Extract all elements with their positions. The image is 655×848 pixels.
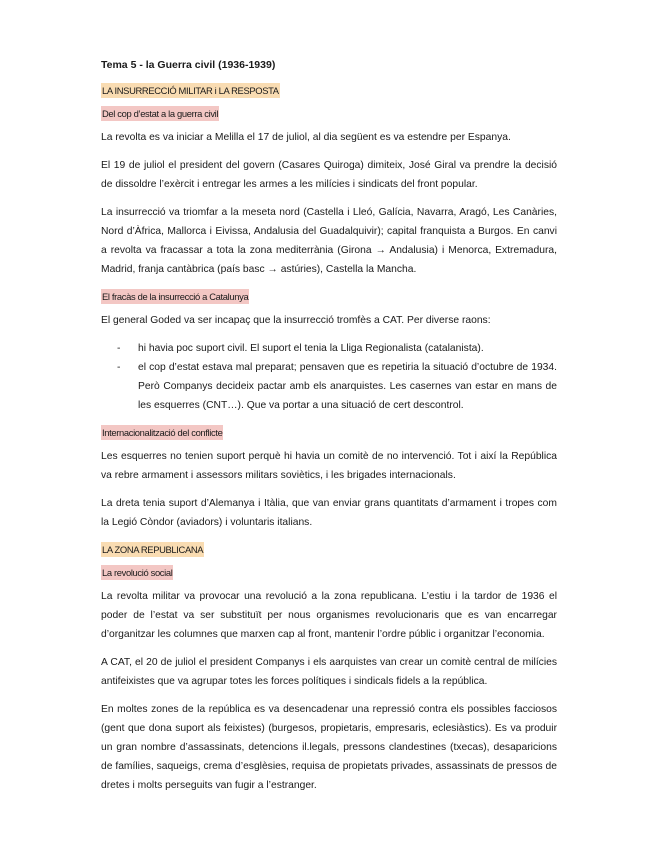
dash-bullet: - [117, 343, 121, 354]
subsection-heading-revolucio-social: La revolució social [102, 567, 173, 578]
dash-bullet: - [117, 362, 121, 373]
paragraph: A CAT, el 20 de juliol el president Companys i els aarquistes van crear un comitè central de milícies antifeixistes que va agrupar totes les forces polítiques i sindicals fidels a la república. [101, 657, 557, 687]
paragraph: La insurrecció va triomfar a la meseta nord (Castella i Lleó, Galícia, Navarra, Aragó, Les Canàries, Nord d’Àfrica, Mallorca i Eivissa, Andalusia del Guadalquivir); capital franquista a Burgos. En canvi a revolta va fracassar a tota la zona mediterrània (Girona → Andalusia) i Menorca, Extremadura, Madrid, franja cantàbrica (país basc → astúries), Castella la Mancha. [101, 207, 557, 275]
paragraph: En moltes zones de la república es va desencadenar una repressió contra els possibles facciosos (gent que dona suport als feixistes) (burgesos, propietaris, empresaris, eclesiàstics). Es va produir un gran nombre d’assassinats, detencions il.legals, pressons clandestines (txecas), desaparicions de famílies, saqueigs, crema d’esglèsies, requisa de propietats privades, assassinats de pressos de dretes i molts perseguits van fugir a l’estranger. [101, 704, 557, 791]
list-item-text: hi havia poc suport civil. El suport el tenia la Lliga Regionalista (catalanista). [138, 343, 484, 354]
document-title: Tema 5 - la Guerra civil (1936-1939) [101, 59, 276, 71]
list-item-text: el cop d’estat estava mal preparat; pensaven que es repetiria la situació d’octubre de 1934. Però Companys decideix pactar amb els anarquistes. Les casernes van estar en mans de les esquerres (CNT…). Que va portar a una situació de cert descontrol. [138, 362, 557, 411]
list-item [101, 358, 557, 415]
subsection-heading-cop-estat: Del cop d’estat a la guerra civil [102, 108, 219, 119]
paragraph: La revolta es va iniciar a Melilla el 17 de juliol, al dia següent es va estendre per Espanya. [101, 132, 511, 143]
paragraph: Les esquerres no tenien suport perquè hi havia un comitè de no intervenció. Tot i així la República va rebre armament i assessors militars soviètics, i les brigades internacionals. [101, 451, 557, 481]
list-item [101, 339, 557, 358]
paragraph: La revolta militar va provocar una revolució a la zona republicana. L’estiu i la tardor de 1936 el poder de l’estat va ser substituït per nous organismes revolucionaris que es van encarregar d’organitzar les columnes que marxen cap al front, mantenir l’ordre públic i organitzar l’economia. [101, 591, 557, 640]
bullet-list [101, 339, 557, 415]
paragraph: La dreta tenia suport d’Alemanya i Itàlia, que van enviar grans quantitats d’armament i tropes com la Legió Còndor (aviadors) i voluntaris italians. [101, 498, 557, 528]
section-heading-zona-republicana: LA ZONA REPUBLICANA [102, 544, 204, 555]
paragraph: El 19 de juliol el president del govern (Casares Quiroga) dimiteix, José Giral va prendre la decisió de dissoldre l’exèrcit i entregar les armes a les milícies i sindicats del front popular. [101, 160, 557, 190]
subsection-heading-internacionalitzacio: Internacionalització del conflicte [102, 427, 223, 438]
subsection-heading-fracas-catalunya: El fracàs de la insurrecció a Catalunya [102, 291, 249, 302]
paragraph: El general Goded va ser incapaç que la insurrecció tromfès a CAT. Per diverse raons: [101, 315, 491, 326]
section-heading-insurreccio: LA INSURRECCIÓ MILITAR i LA RESPOSTA [102, 85, 279, 96]
